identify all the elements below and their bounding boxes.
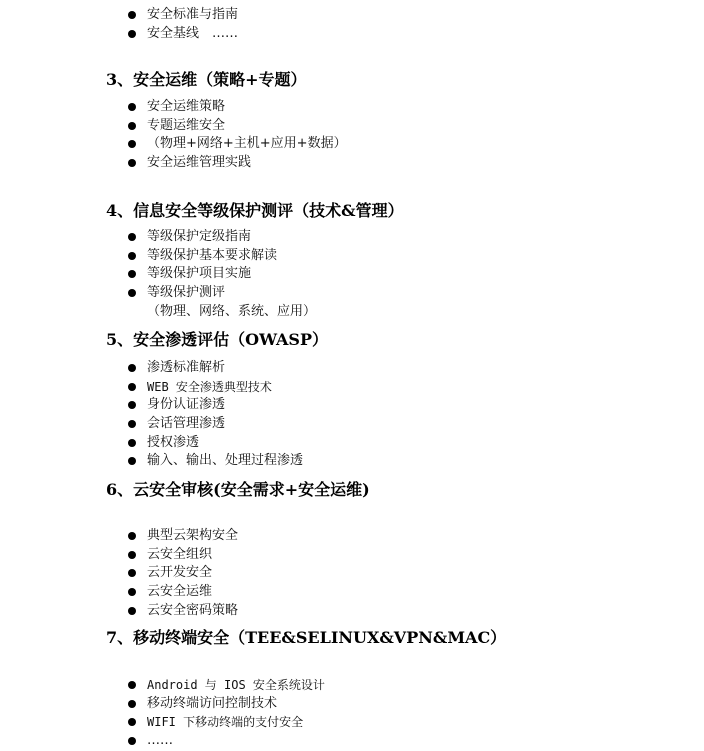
list-item: WIFI 下移动终端的支付安全 (0, 713, 325, 732)
bullet-icon (128, 364, 136, 372)
bullet-icon (128, 103, 136, 111)
section-5-heading: 5、安全渗透评估（OWASP） (106, 330, 329, 349)
bullet-icon (128, 140, 136, 148)
list-item: 安全运维管理实践 (0, 154, 347, 173)
bullet-icon (128, 252, 136, 260)
section-4-heading: 4、信息安全等级保护测评（技术&管理） (106, 201, 404, 220)
list-item: 安全基线 …… (0, 25, 238, 44)
list-item: 云开发安全 (0, 564, 238, 583)
bullet-icon (128, 401, 136, 409)
list-item: 云安全组织 (0, 546, 238, 565)
list-item: 身份认证渗透 (0, 396, 303, 415)
bullet-icon (128, 737, 136, 745)
list-item-continuation: （物理、网络、系统、应用） (147, 303, 317, 319)
list-item: WEB 安全渗透典型技术 (0, 378, 303, 397)
section-6-heading: 6、云安全审核(安全需求+安全运维) (106, 480, 370, 499)
bullet-icon (128, 718, 136, 726)
list-item: 安全运维策略 (0, 98, 347, 117)
list-item: （物理+网络+主机+应用+数据） (0, 135, 347, 154)
list-section-5 (0, 359, 303, 471)
list-item: 等级保护基本要求解读 (0, 247, 316, 266)
bullet-icon (128, 551, 136, 559)
list-item: 等级保护测评 (0, 284, 316, 303)
bullet-icon (128, 420, 136, 428)
list-item: 授权渗透 (0, 434, 303, 453)
list-item: 会话管理渗透 (0, 415, 303, 434)
bullet-icon (128, 681, 136, 689)
list-item: 专题运维安全 (0, 117, 347, 136)
bullet-icon (128, 383, 136, 391)
bullet-icon (128, 439, 136, 447)
list-section-6 (0, 527, 238, 620)
list-top (0, 6, 238, 43)
list-item: 典型云架构安全 (0, 527, 238, 546)
list-item: Android 与 IOS 安全系统设计 (0, 676, 325, 695)
section-3-heading: 3、安全运维（策略+专题） (106, 70, 307, 89)
list-item: …… (0, 732, 325, 751)
list-section-7 (0, 676, 325, 751)
list-item: 移动终端访问控制技术 (0, 695, 325, 714)
bullet-icon (128, 289, 136, 297)
list-item: 渗透标准解析 (0, 359, 303, 378)
list-section-3 (0, 98, 347, 173)
bullet-icon (128, 588, 136, 596)
list-item: 安全标准与指南 (0, 6, 238, 25)
list-item: 云安全运维 (0, 583, 238, 602)
list-item: 输入、输出、处理过程渗透 (0, 452, 303, 471)
section-7-heading: 7、移动终端安全（TEE&SELINUX&VPN&MAC） (106, 628, 507, 647)
bullet-icon (128, 30, 136, 38)
bullet-icon (128, 607, 136, 615)
bullet-icon (128, 270, 136, 278)
bullet-icon (128, 532, 136, 540)
list-item: 等级保护项目实施 (0, 265, 316, 284)
bullet-icon (128, 569, 136, 577)
bullet-icon (128, 159, 136, 167)
bullet-icon (128, 11, 136, 19)
list-section-4 (0, 228, 316, 321)
bullet-icon (128, 122, 136, 130)
list-item: 云安全密码策略 (0, 602, 238, 621)
list-item: 等级保护定级指南 (0, 228, 316, 247)
bullet-icon (128, 233, 136, 241)
bullet-icon (128, 457, 136, 465)
bullet-icon (128, 700, 136, 708)
